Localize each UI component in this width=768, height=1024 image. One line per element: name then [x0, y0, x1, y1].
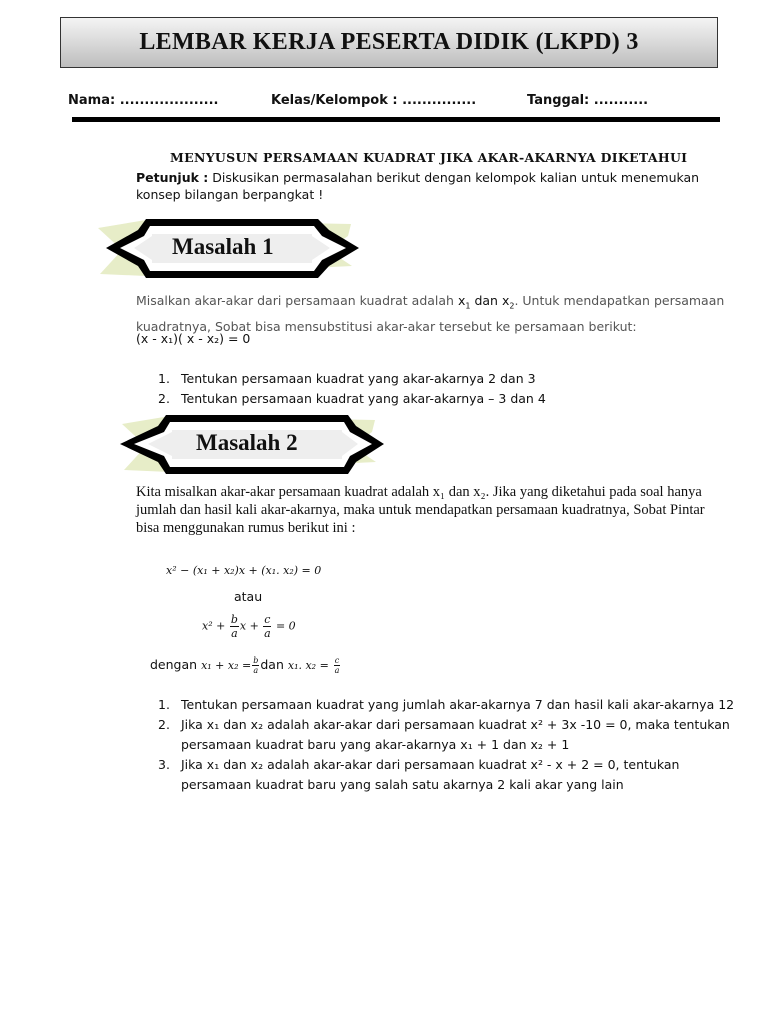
masalah-1-questions — [136, 369, 546, 409]
masalah-1-text-b: . Untuk mendapatkan persamaan kuadratnya, Sobat bisa mensubstitusi akar-akar tersebut ke persamaan berikut: — [136, 293, 725, 334]
masalah-2-questions — [136, 695, 736, 795]
masalah-1-banner — [86, 214, 366, 286]
dengan-formula: dengan x₁ + x₂ = $\frac{b}{a}$ dan x₁. x₂ = $\frac{c}{a}$ — [150, 656, 340, 675]
masalah-1-text-a: Misalkan akar-akar dari persamaan kuadrat adalah — [136, 293, 458, 308]
nama-field: Nama: .................... — [68, 93, 219, 108]
list-item: 1. Tentukan persamaan kuadrat yang akar-akarnya 2 dan 3 — [158, 371, 536, 386]
section-heading: MENYUSUN PERSAMAAN KUADRAT JIKA AKAR-AKARNYA DIKETAHUI — [170, 150, 688, 165]
masalah-1-formula: (x - x₁)( x - x₂) = 0 — [136, 331, 251, 346]
worksheet-title-box — [60, 17, 718, 68]
list-item: 1. Tentukan persamaan kuadrat yang jumlah akar-akarnya 7 dan hasil kali akar-akarnya 12 — [158, 697, 735, 712]
list-item: 2. Tentukan persamaan kuadrat yang akar-akarnya – 3 dan 4 — [158, 391, 546, 406]
formula-coefficients: x² + $\frac{b}{a}$ x + $\frac{c}{a}$ = 0 — [202, 613, 296, 640]
masalah-2-label: Masalah 2 — [196, 430, 298, 455]
masalah-2-paragraph: Kita misalkan akar-akar persamaan kuadrat adalah x₁ dan x₂. Jika yang diketahui pada soal hanya jumlah dan hasil kali akar-akarnya, maka untuk mendapatkan persamaan kuadratnya, Sobat Pintar bisa menggunakan rumus berikut ini : — [136, 484, 705, 536]
header-divider — [72, 117, 720, 122]
masalah-2-banner — [110, 410, 390, 482]
kelas-field: Kelas/Kelompok : ............... — [271, 93, 477, 108]
petunjuk-text: Diskusikan permasalahan berikut dengan kelompok kalian untuk menemukan konsep bilangan berpangkat ! — [136, 170, 700, 202]
masalah-1-paragraph — [136, 291, 736, 337]
list-item: 3. Jika x₁ dan x₂ adalah akar-akar dari persamaan kuadrat x² - x + 2 = 0, tentukan persamaan kuadrat baru yang salah satu akarnya 2 kali akar yang lain — [158, 757, 680, 792]
masalah-1-label: Masalah 1 — [172, 234, 274, 259]
atau-word: atau — [234, 589, 263, 604]
formula-sum-product: x² − (x₁ + x₂)x + (x₁. x₂) = 0 — [166, 564, 322, 577]
x2-symbol: $x_2$ — [501, 293, 515, 311]
petunjuk — [136, 169, 736, 203]
dan-word: dan — [470, 293, 502, 308]
tanggal-field: Tanggal: ........... — [527, 93, 649, 108]
x1-symbol: $x_1$ — [457, 293, 471, 311]
worksheet-title: LEMBAR KERJA PESERTA DIDIK (LKPD) 3 — [139, 29, 639, 55]
petunjuk-label: Petunjuk : — [136, 170, 209, 185]
list-item: 2. Jika x₁ dan x₂ adalah akar-akar dari persamaan kuadrat x² + 3x -10 = 0, maka tentukan persamaan kuadrat baru yang akar-akarnya x₁ + 1 dan x₂ + 1 — [158, 717, 730, 752]
